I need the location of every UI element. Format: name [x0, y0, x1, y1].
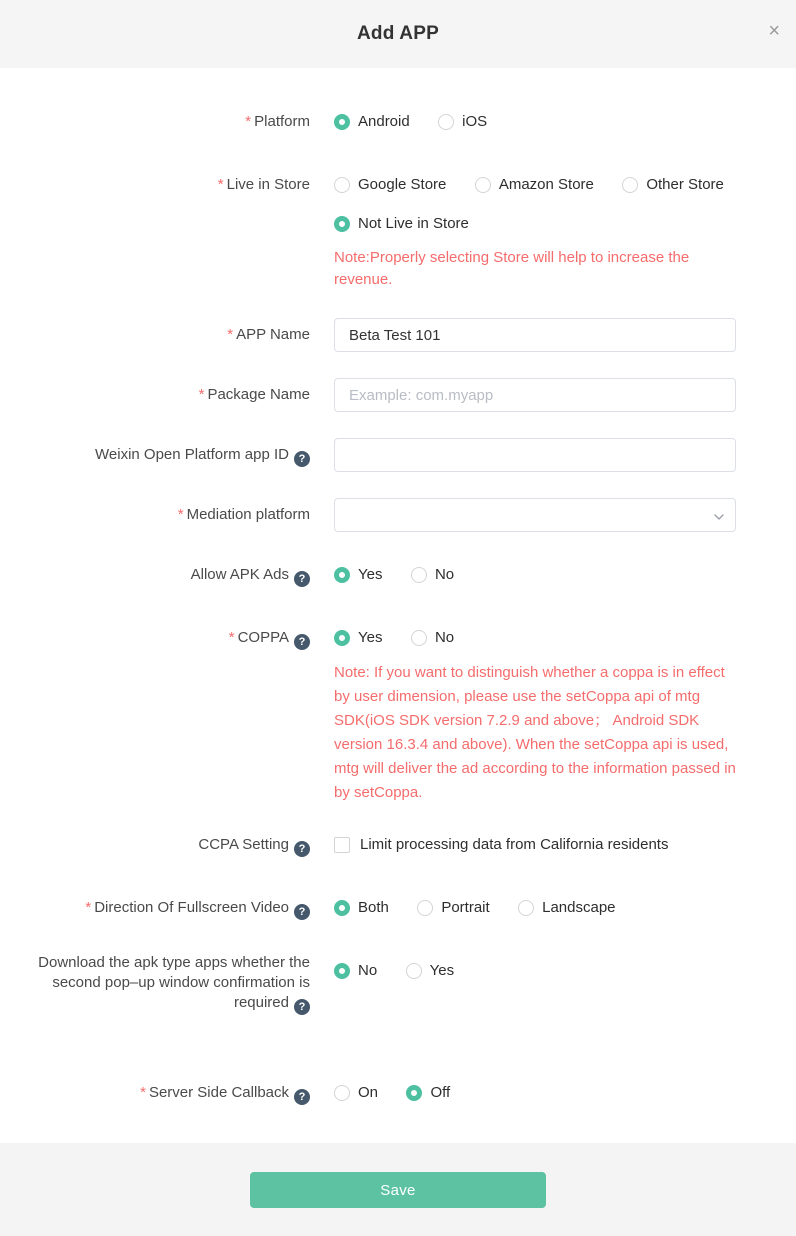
radio-unselected-icon	[406, 963, 422, 979]
radio-label: No	[358, 962, 378, 979]
form-row-app-name	[0, 318, 796, 352]
close-icon[interactable]: ×	[768, 20, 780, 42]
radio-label: No	[434, 566, 455, 583]
page-title: Add APP	[357, 23, 439, 44]
dialog-footer	[0, 1143, 796, 1236]
help-glyph: ?	[298, 1091, 306, 1103]
radio-selected-icon	[406, 1085, 422, 1101]
checkbox-unchecked-icon	[334, 837, 350, 853]
app-name-label	[0, 318, 310, 345]
direction-label	[0, 898, 310, 920]
radio-direction-both[interactable]	[334, 898, 389, 918]
radio-selected-icon	[334, 630, 350, 646]
help-glyph: ?	[298, 906, 306, 918]
direction-options	[334, 898, 736, 921]
live-in-store-label	[0, 175, 310, 195]
form-row-direction-fullscreen-video	[0, 898, 796, 921]
package-name-label	[0, 378, 310, 405]
radio-selected-icon	[334, 963, 350, 979]
radio-unselected-icon	[411, 567, 427, 583]
radio-unselected-icon	[438, 114, 454, 130]
required-marker: *	[140, 1084, 146, 1101]
help-glyph: ?	[298, 453, 306, 465]
platform-label-text: Platform	[254, 113, 310, 130]
radio-label: Yes	[358, 566, 383, 583]
help-icon[interactable]	[294, 634, 310, 650]
radio-label: iOS	[462, 113, 488, 130]
radio-direction-portrait[interactable]	[417, 898, 489, 918]
help-icon[interactable]	[294, 571, 310, 587]
store-options-row1	[334, 175, 736, 198]
live-in-store-options	[334, 175, 736, 291]
form-row-mediation-platform	[0, 498, 796, 532]
form-row-allow-apk-ads	[0, 565, 796, 588]
dialog-header	[0, 0, 796, 68]
radio-selected-icon	[334, 567, 350, 583]
allow-apk-ads-label	[0, 565, 310, 587]
store-options-row2	[334, 214, 736, 237]
radio-selected-icon	[334, 114, 350, 130]
radio-selected-icon	[334, 216, 350, 232]
form-row-package-name	[0, 378, 796, 412]
chevron-down-icon	[714, 512, 724, 522]
weixin-app-id-input[interactable]	[334, 438, 736, 472]
radio-label: Yes	[429, 962, 455, 979]
radio-google-store[interactable]	[334, 175, 446, 195]
radio-label: Yes	[358, 629, 383, 646]
radio-label: Portrait	[441, 899, 490, 916]
ccpa-setting-label	[0, 835, 310, 857]
help-icon[interactable]	[294, 904, 310, 920]
mediation-platform-select[interactable]	[334, 498, 736, 532]
app-name-input[interactable]	[334, 318, 736, 352]
platform-options	[334, 112, 736, 135]
server-callback-label	[0, 1083, 310, 1105]
form-row-download-confirm	[0, 953, 796, 1015]
app-name-label-text: APP Name	[236, 326, 310, 343]
required-marker: *	[227, 326, 234, 343]
radio-label: Amazon Store	[498, 176, 594, 193]
radio-unselected-icon	[334, 1085, 350, 1101]
radio-not-live-in-store[interactable]	[334, 214, 469, 234]
coppa-label-text: COPPA	[237, 629, 289, 646]
required-marker: *	[177, 506, 184, 523]
help-glyph: ?	[298, 843, 306, 855]
help-glyph: ?	[298, 1001, 306, 1013]
direction-label-text: Direction Of Fullscreen Video	[94, 899, 289, 916]
ccpa-setting-control	[334, 835, 736, 858]
coppa-options	[334, 628, 736, 805]
mediation-platform-label	[0, 498, 310, 525]
checkbox-label: Limit processing data from California residents	[360, 836, 669, 853]
radio-coppa-yes[interactable]	[334, 628, 382, 648]
radio-allow-apk-yes[interactable]	[334, 565, 382, 585]
radio-unselected-icon	[411, 630, 427, 646]
help-icon[interactable]	[294, 451, 310, 467]
radio-allow-apk-no[interactable]	[411, 565, 454, 585]
help-glyph: ?	[298, 636, 306, 648]
coppa-radio-row	[334, 628, 736, 651]
help-icon[interactable]	[294, 999, 310, 1015]
radio-label: Landscape	[542, 899, 616, 916]
form-row-weixin-app-id	[0, 438, 796, 472]
radio-unselected-icon	[334, 177, 350, 193]
help-glyph: ?	[298, 573, 306, 585]
radio-selected-icon	[334, 900, 350, 916]
radio-amazon-store[interactable]	[475, 175, 594, 195]
radio-label: Both	[358, 899, 389, 916]
coppa-note-text: Note: If you want to distinguish whether a coppa is in effect by user dimension, please use the setCoppa api of mtg SDK(iOS SDK version 7.2.9 and above； Android SDK version 16.3.4 and above). When the setCoppa api is used, mtg will deliver the ad according to the information passed in by setCoppa.	[334, 664, 736, 801]
platform-label	[0, 112, 310, 132]
package-name-label-text: Package Name	[207, 386, 310, 403]
ccpa-setting-label-text: CCPA Setting	[198, 836, 289, 853]
download-confirm-options	[334, 953, 736, 984]
radio-unselected-icon	[417, 900, 433, 916]
server-callback-options	[334, 1083, 736, 1106]
radio-label: Google Store	[358, 176, 447, 193]
form-row-server-side-callback	[0, 1083, 796, 1106]
radio-coppa-no[interactable]	[411, 628, 454, 648]
radio-direction-landscape[interactable]	[518, 898, 615, 918]
download-confirm-label	[0, 953, 310, 1015]
help-icon[interactable]	[294, 1089, 310, 1105]
form-row-platform	[0, 112, 796, 135]
app-name-control	[334, 318, 736, 352]
radio-label: Other Store	[646, 176, 724, 193]
radio-platform-ios[interactable]	[438, 112, 487, 132]
radio-unselected-icon	[475, 177, 491, 193]
required-marker: *	[198, 386, 205, 403]
package-name-control	[334, 378, 736, 412]
radio-label: On	[358, 1084, 379, 1101]
server-callback-label-text: Server Side Callback	[148, 1084, 289, 1101]
radio-download-yes[interactable]	[406, 961, 454, 981]
live-in-store-label-text: Live in Store	[226, 176, 310, 193]
radio-platform-android[interactable]	[334, 112, 410, 132]
ccpa-limit-checkbox[interactable]	[334, 835, 668, 855]
coppa-label	[0, 628, 310, 650]
allow-apk-ads-label-text: Allow APK Ads	[190, 566, 289, 583]
mediation-platform-control	[334, 498, 736, 532]
package-name-input[interactable]	[334, 378, 736, 412]
mediation-platform-label-text: Mediation platform	[186, 506, 310, 523]
required-marker: *	[228, 629, 235, 646]
allow-apk-ads-options	[334, 565, 736, 588]
form-row-live-in-store	[0, 175, 796, 291]
radio-server-callback-off[interactable]	[406, 1083, 450, 1103]
dialog-body	[0, 68, 796, 1143]
required-marker: *	[85, 899, 92, 916]
weixin-app-id-label	[0, 438, 310, 467]
form-row-ccpa-setting	[0, 835, 796, 858]
required-marker: *	[217, 176, 224, 193]
help-icon[interactable]	[294, 841, 310, 857]
weixin-app-id-label-text: Weixin Open Platform app ID	[95, 446, 289, 463]
radio-label: Android	[358, 113, 410, 130]
form-row-coppa	[0, 628, 796, 805]
save-button[interactable]: Save	[250, 1172, 546, 1208]
radio-server-callback-on[interactable]	[334, 1083, 378, 1103]
radio-label: Not Live in Store	[358, 215, 469, 232]
required-marker: *	[245, 113, 252, 130]
download-confirm-label-text: Download the apk type apps whether the second pop–up window confirmation is required	[38, 954, 310, 1011]
store-note-text: Note:Properly selecting Store will help to increase the revenue.	[334, 249, 690, 288]
radio-label: No	[434, 629, 455, 646]
weixin-app-id-control	[334, 438, 736, 472]
radio-other-store[interactable]	[622, 175, 724, 195]
radio-download-no[interactable]	[334, 961, 377, 981]
radio-label: Off	[430, 1084, 451, 1101]
radio-unselected-icon	[622, 177, 638, 193]
radio-unselected-icon	[518, 900, 534, 916]
